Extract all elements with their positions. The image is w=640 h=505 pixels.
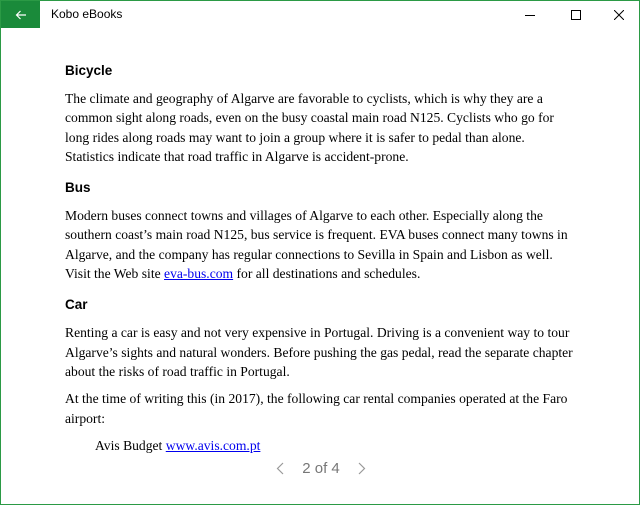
chevron-right-icon <box>358 462 366 475</box>
rental-company-name: Avis Budget <box>95 437 166 453</box>
close-icon <box>614 10 624 20</box>
paragraph-car: Renting a car is easy and not very expensive in Portugal. Driving is a convenient way to tour Algarve’s sights and natural wonders. Before pushing the gas pedal, read the separate chapter about the risks of road traffic in Portugal. <box>65 325 573 379</box>
page-navigator <box>271 456 371 480</box>
arrow-left-icon <box>15 10 27 20</box>
paragraph-bus <box>65 206 577 283</box>
paragraph-car-rental: At the time of writing this (in 2017), the following car rental companies operated at the Faro airport: <box>65 391 568 426</box>
page-indicator: 2 of 4 <box>302 459 340 477</box>
previous-page-button[interactable] <box>271 456 289 480</box>
title-bar <box>1 1 639 28</box>
minimize-button[interactable] <box>507 1 553 28</box>
section-heading-bicycle: Bicycle <box>65 63 113 78</box>
next-page-button[interactable] <box>353 456 371 480</box>
book-page-content <box>65 61 577 455</box>
paragraph-bus-text: Modern buses connect towns and villages of Algarve to each other. Especially along the southern coast’s main road N125, bus service is frequent. EVA buses connect many towns in Algarve, and the company has regular connections to Sevilla in Spain and Lisbon as well. Visit the Web site <box>65 208 568 282</box>
maximize-icon <box>571 10 581 20</box>
maximize-button[interactable] <box>553 1 599 28</box>
section-heading-car: Car <box>65 297 88 313</box>
minimize-icon <box>525 10 535 20</box>
window-title: Kobo eBooks <box>51 7 123 21</box>
close-button[interactable] <box>599 1 639 28</box>
avis-link[interactable]: www.avis.com.pt <box>165 437 261 453</box>
back-button[interactable] <box>1 1 40 28</box>
eva-bus-link[interactable]: eva-bus.com <box>164 266 234 282</box>
paragraph-bus-text-end: for all destinations and schedules. <box>233 266 421 282</box>
paragraph-bicycle: The climate and geography of Algarve are favorable to cyclists, which is why they are a common sight along roads, even on the busy coastal main road N125. Cyclists who go for long rides along roads may want to join a group where it is safer to pedal than alone. Statistics indicate that road traffic in Algarve is accident-prone. <box>65 91 554 164</box>
section-heading-bus: Bus <box>65 180 91 196</box>
chevron-left-icon <box>276 462 284 475</box>
rental-company-item <box>65 436 577 455</box>
